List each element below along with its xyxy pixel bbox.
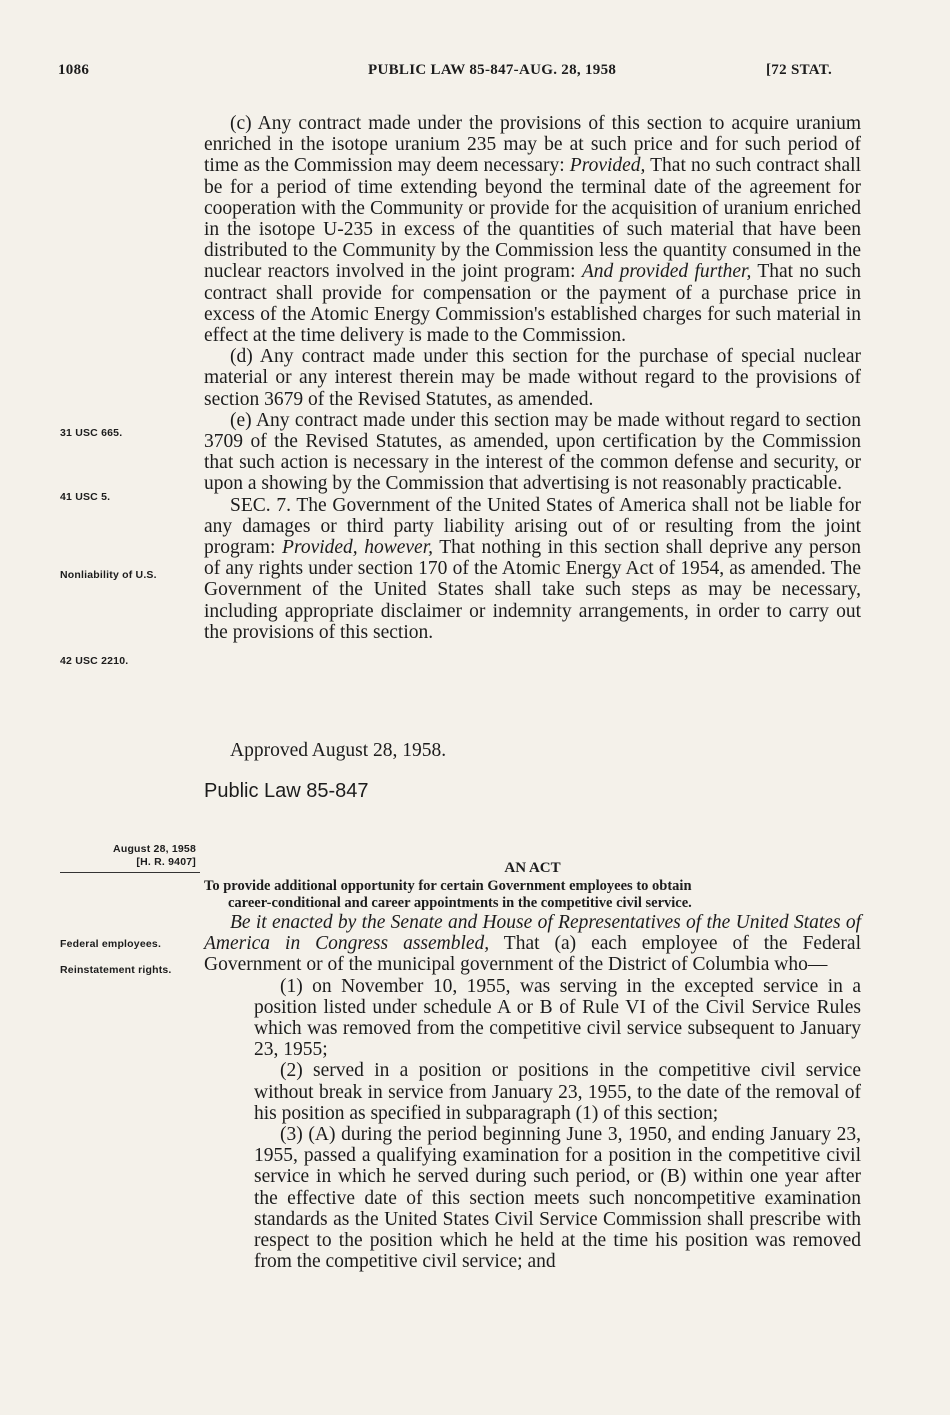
enacting-clause: Be it enacted by the Senate and House of Representatives of the United States of America in Congress assembled, That (a) each employee of the Federal Government or of the municipal government of the District of Columbia who—	[204, 912, 862, 976]
section-7: SEC. 7. The Government of the United States of America shall not be liable for any damages or third party liability arising out of or resulting from the joint program: Provided, however, That nothing in this section shall deprive any person of any rights under section 170 of the Atomic Energy Act of 1954, as amended. The Government of the United States shall take such steps as may be necessary, including appropriate disclaimer or indemnity arrangements, in order to carry out the provisions of this section.	[204, 494, 862, 643]
public-law-title: Public Law 85-847	[204, 780, 369, 803]
margin-note-bill: [H. R. 9407]	[136, 856, 196, 868]
margin-note-41-usc-5: 41 USC 5.	[60, 491, 111, 503]
item-2: (2) served in a position or positions in the competitive civil service without break in service from January 23, 1955, to the date of the removal of his position as specified in subparagraph (1) of this section;	[254, 1060, 861, 1124]
item-3: (3) (A) during the period beginning June 3, 1950, and ending January 23, 1955, passed a qualifying examination for a position in the competitive civil service in which he served during such period, or (B) within one year after the effective date of this section meets such noncompetitive examination standards as the United States Civil Service Commission shall prescribe with respect to the position which he held at the time his position was removed from the competitive civil service; and	[254, 1124, 861, 1273]
item-1: (1) on November 10, 1955, was serving in the excepted service in a position listed under schedule A or B of Rule VI of the Civil Service Rules which was removed from the competitive civil service subsequent to January 23, 1955;	[254, 975, 861, 1061]
sections-c-to-7	[204, 113, 861, 643]
volume-reference: [72 STAT.	[766, 62, 833, 78]
act-heading: AN ACT	[504, 860, 561, 876]
approved-date: Approved August 28, 1958.	[230, 740, 447, 761]
section-e: (e) Any contract made under this section may be made without regard to section 3709 of the Revised Statutes, as amended, upon certification by the Commission that such action is necessary in the interest of the common defense and security, or upon a showing by the Commission that advertising is not reasonably practicable.	[204, 409, 861, 495]
section-c: (c) Any contract made under the provisions of this section to acquire uranium enriched in the isotope uranium 235 may be at such price and for such period of time as the Commission may deem necessary: Provided, That no such contract shall be for a period of time extending beyond the terminal date of the agreement for cooperation with the Community or provide for the acquisition of uranium enriched in the isotope U-235 in excess of the quantities of such material that have been distributed to the Community by the Commission less the quantity consumed in the nuclear reactors involved in the joint program: And provided further, That no such contract shall provide for compensation or the payment of a purchase price in excess of the Atomic Energy Commission's established charges for such material in effect at the time delivery is made to the Commission.	[204, 113, 862, 347]
page-number: 1086	[58, 62, 90, 78]
section-d: (d) Any contract made under this section for the purchase of special nuclear material or any interest therein may be made without regard to the provisions of section 3679 of the Revised Statutes, as amended.	[204, 346, 861, 410]
margin-note-42-usc-2210: 42 USC 2210.	[60, 655, 129, 667]
act-description	[204, 878, 861, 912]
margin-note-nonliability: Nonliability of U.S.	[60, 569, 157, 581]
approval-block	[204, 740, 861, 802]
running-title: PUBLIC LAW 85-847-AUG. 28, 1958	[368, 62, 617, 78]
margin-note-date: August 28, 1958	[113, 843, 196, 855]
enactment-body	[204, 912, 861, 1272]
margin-note-reinstatement: Reinstatement rights.	[60, 964, 172, 976]
act-description-line-2: career-conditional and career appointments in the competitive civil service.	[228, 895, 692, 911]
act-description-line-1: To provide additional opportunity for certain Government employees to obtain	[204, 878, 692, 894]
margin-rule	[60, 872, 200, 873]
margin-note-federal-employees: Federal employees.	[60, 938, 162, 950]
margin-note-31-usc-665: 31 USC 665.	[60, 427, 123, 439]
